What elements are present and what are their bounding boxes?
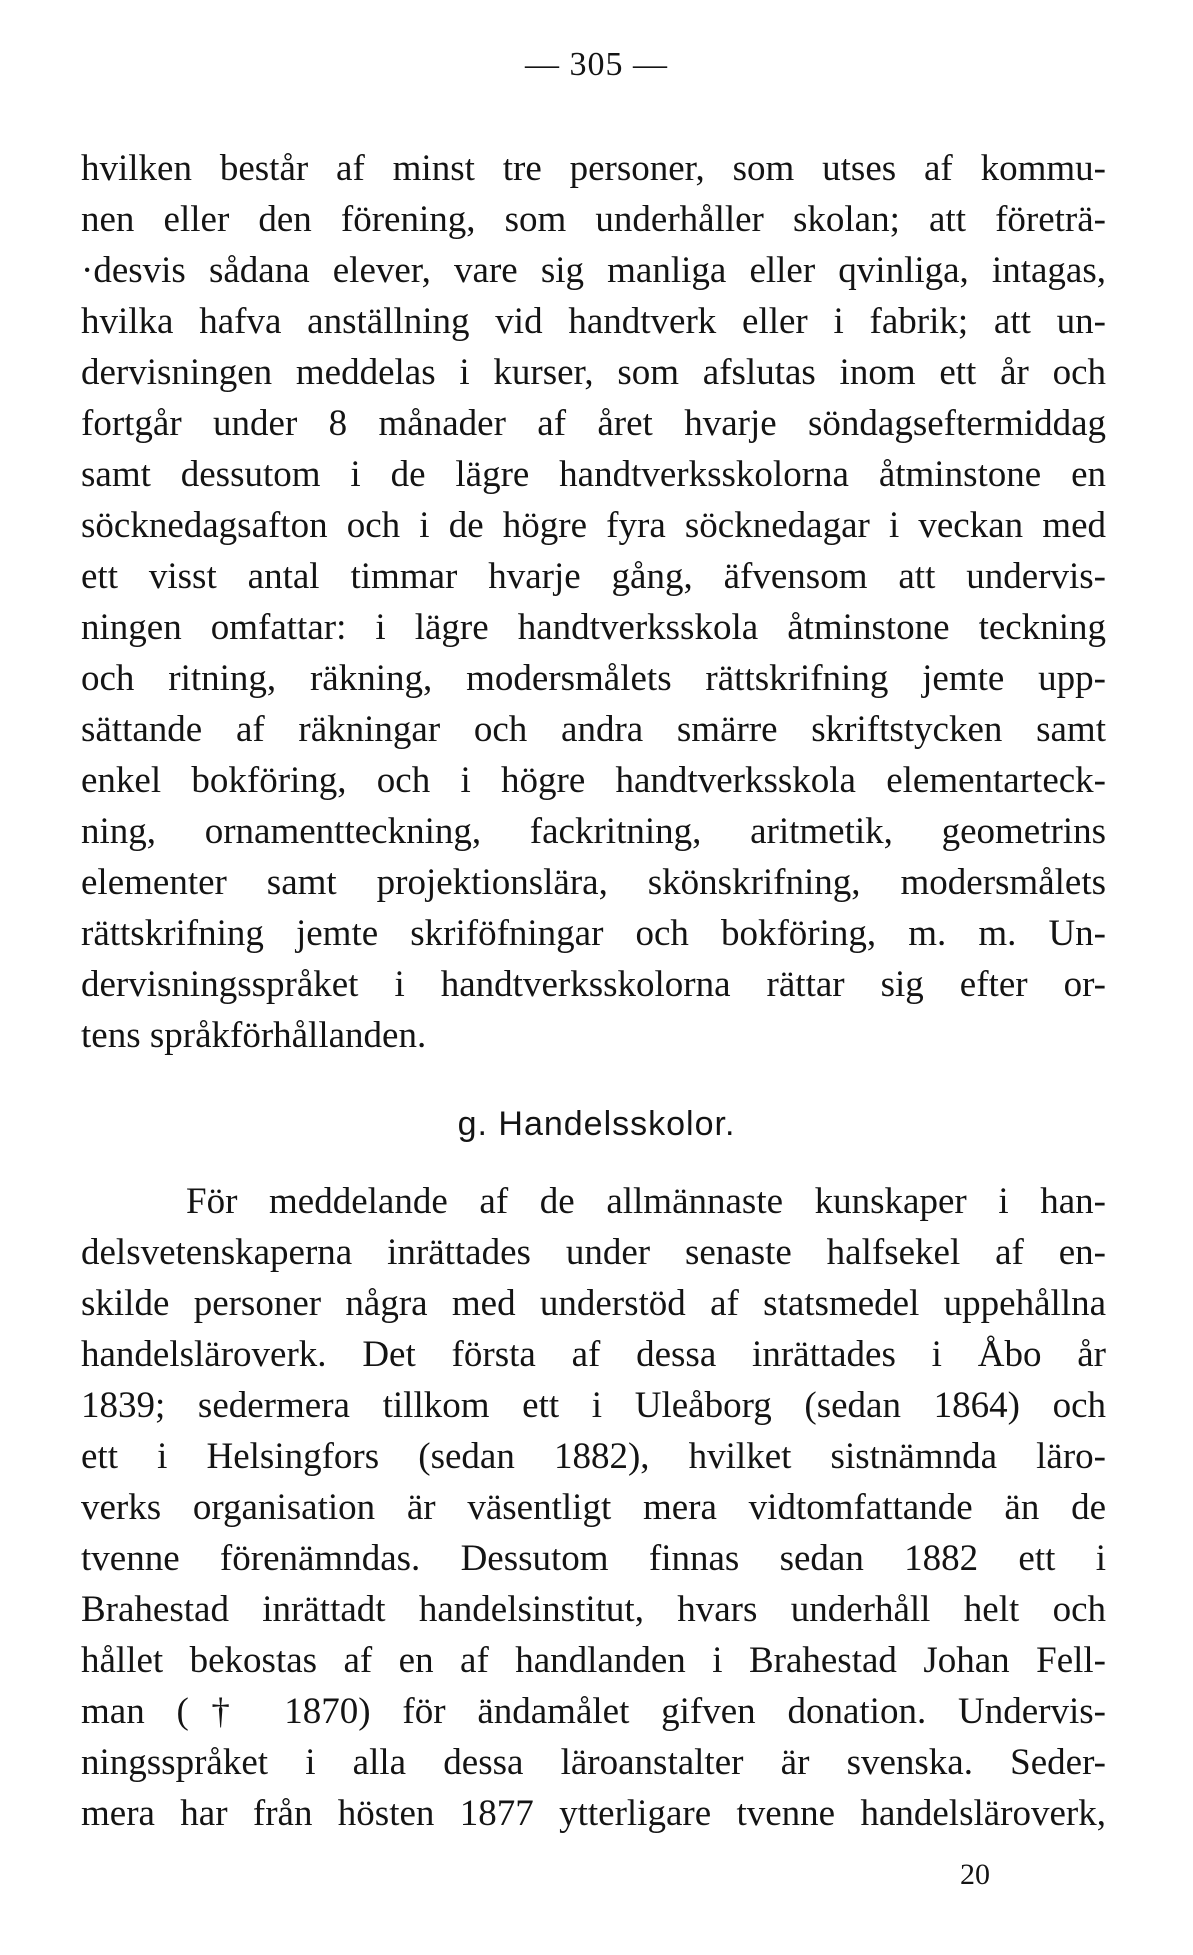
text-line: dervisningen meddelas i kurser, som afslutas inom ett år och xyxy=(81,352,1106,393)
text-line: ·desvis sådana elever, vare sig manliga eller qvinliga, intagas, xyxy=(81,250,1106,291)
signature-mark: 20 xyxy=(960,1858,990,1891)
text-line: mera har från hösten 1877 ytterligare tvenne handelsläroverk, xyxy=(81,1793,1106,1834)
text-line: tvenne förenämndas. Dessutom finnas sedan 1882 ett i xyxy=(81,1538,1106,1579)
text-line: handelsläroverk. Det första af dessa inrättades i Åbo år xyxy=(81,1334,1106,1375)
text-line: ning, ornamentteckning, fackritning, aritmetik, geometrins xyxy=(81,811,1106,852)
text-line: ett visst antal timmar hvarje gång, äfvensom att undervis- xyxy=(81,556,1106,597)
text-line: ningsspråket i alla dessa läroanstalter är svenska. Seder- xyxy=(81,1742,1106,1783)
text-line: fortgår under 8 månader af året hvarje söndagseftermiddag xyxy=(81,403,1106,444)
text-line: hvilka hafva anställning vid handtverk eller i fabrik; att un- xyxy=(81,301,1106,342)
page-number-header: — 305 — xyxy=(525,46,668,83)
text-line: elementer samt projektionslära, skönskrifning, modersmålets xyxy=(81,862,1106,903)
text-line: hvilken består af minst tre personer, som utses af kommu- xyxy=(81,148,1106,189)
text-line: 1839; sedermera tillkom ett i Uleåborg (sedan 1864) och xyxy=(81,1385,1106,1426)
text-line: söcknedagsafton och i de högre fyra söcknedagar i veckan med xyxy=(81,505,1106,546)
text-line: tens språkförhållanden. xyxy=(81,1015,427,1056)
text-line: enkel bokföring, och i högre handtverksskola elementarteck- xyxy=(81,760,1106,801)
text-line: verks organisation är väsentligt mera vidtomfattande än de xyxy=(81,1487,1106,1528)
text-line: man († 1870) för ändamålet gifven donation. Undervis- xyxy=(81,1691,1106,1732)
text-line: skilde personer några med understöd af statsmedel uppehållna xyxy=(81,1283,1106,1324)
text-line: ningen omfattar: i lägre handtverksskola åtminstone teckning xyxy=(81,607,1106,648)
text-line: sättande af räkningar och andra smärre skriftstycken samt xyxy=(81,709,1106,750)
text-line: delsvetenskaperna inrättades under senaste halfsekel af en- xyxy=(81,1232,1106,1273)
text-line: nen eller den förening, som underhåller skolan; att företrä- xyxy=(81,199,1106,240)
text-line: och ritning, räkning, modersmålets rättskrifning jemte upp- xyxy=(81,658,1106,699)
text-line: ett i Helsingfors (sedan 1882), hvilket sistnämnda läro- xyxy=(81,1436,1106,1477)
text-line: Brahestad inrättadt handelsinstitut, hvars underhåll helt och xyxy=(81,1589,1106,1630)
text-line: rättskrifning jemte skriföfningar och bokföring, m. m. Un- xyxy=(81,913,1106,954)
text-line: dervisningsspråket i handtverksskolorna rättar sig efter or- xyxy=(81,964,1106,1005)
text-line: hållet bekostas af en af handlanden i Brahestad Johan Fell- xyxy=(81,1640,1106,1681)
section-heading: g. Handelsskolor. xyxy=(457,1105,736,1143)
text-line: För meddelande af de allmännaste kunskaper i han- xyxy=(186,1181,1106,1222)
text-line: samt dessutom i de lägre handtverksskolorna åtminstone en xyxy=(81,454,1106,495)
